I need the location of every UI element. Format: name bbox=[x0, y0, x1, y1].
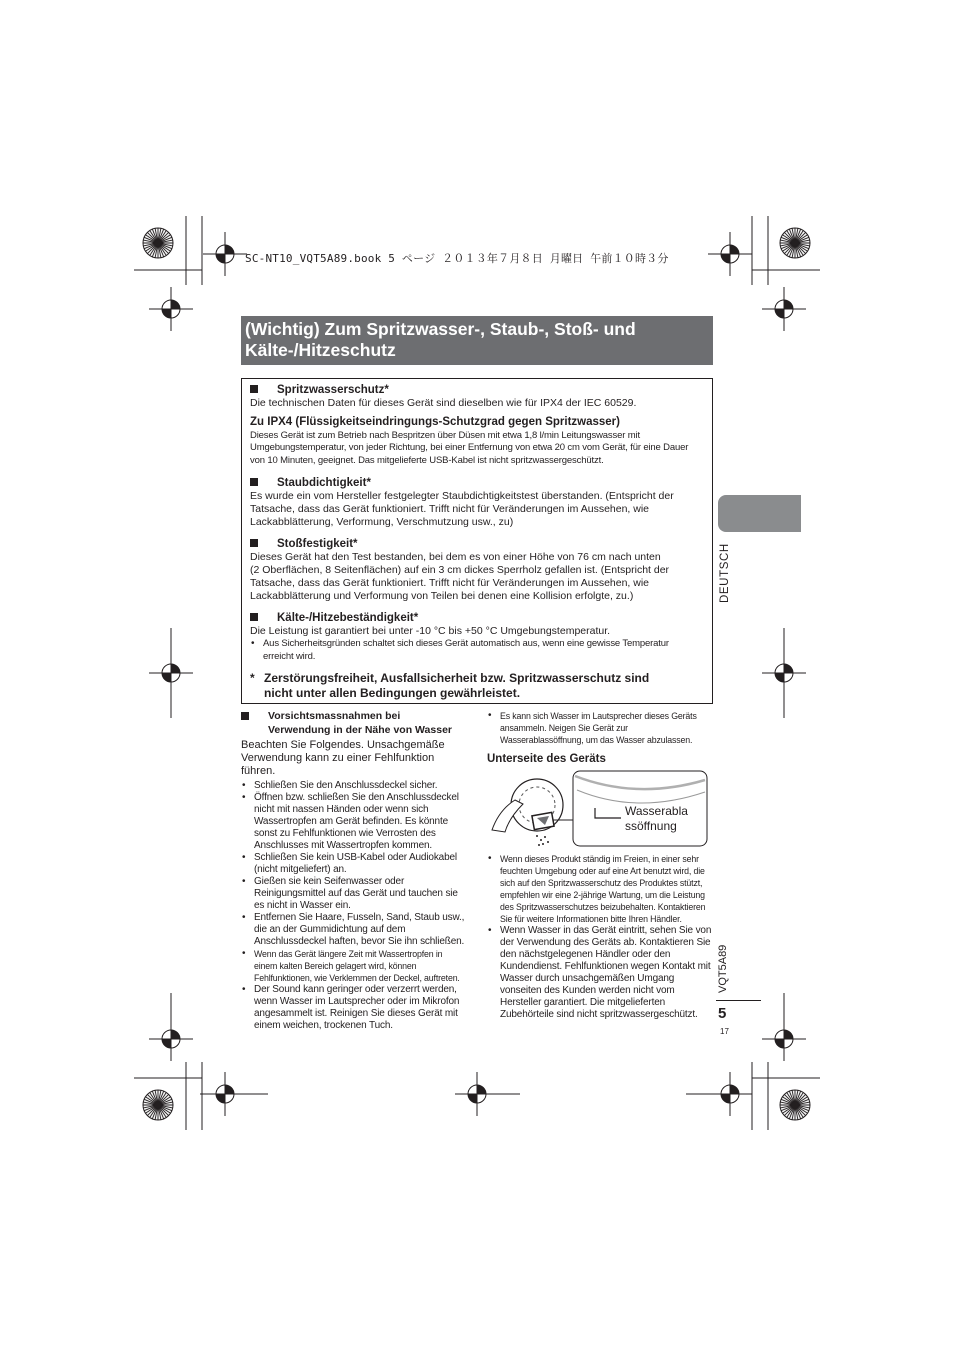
list-item: • Schließen Sie kein USB-Kabel oder Audiokabel (nicht mitgeliefert) an. bbox=[241, 852, 471, 876]
page-number: 5 bbox=[718, 1005, 727, 1022]
disclaimer-note: * Zerstörungsfreiheit, Ausfallsicherheit bzw. Spritzwasserschutz sind nicht unter allen Bedingungen gewährleistet. bbox=[250, 671, 650, 700]
section-splash: Spritzwasserschutz* Die technischen Daten für dieses Gerät sind dieselben wie für IPX4 der IEC 60529. Zu IPX4 (Flüssigkeitseindringungs-Schutzgrad gegen Spritzwasser) Dieses Gerät ist zum Betrieb nach Bespritzen über Düsen mit etwa 1,8 l/min Leitungswasser mit Umgebungstemperatur, von jeder Richtung, bei einer Entfernung von etwa 20 cm vom Gerät, für eine Dauer von 10 Minuten, geeignet. Das mitgelieferte USB-Kabel ist nicht spritzwassergeschützt. bbox=[250, 383, 702, 468]
section-shock: Stoßfestigkeit* Dieses Gerät hat den Test bestanden, bei dem es von einer Höhe von 76 cm nach unten (2 Oberflächen, 8 Seitenflächen) auf ein 3 cm dickes Sperrholz gefallen ist. (Entspricht der Tatsache, dass das Gerät funktioniert. Trifft nicht für Veränderungen im Aussehen, wie Lackabblätterung und Verformung von Teilen bei denen eine Kollision erfolgte, zu.) bbox=[250, 538, 670, 602]
list-item: • Es kann sich Wasser im Lautsprecher dieses Geräts ansammeln. Neigen Sie Gerät zur Wasserablassöffnung, um das Wasser abzulassen. bbox=[487, 710, 713, 746]
section-heading: Staubdichtigkeit* bbox=[277, 477, 371, 489]
list-item: • Öffnen bzw. schließen Sie den Anschlussdeckel nicht mit nassen Händen oder wenn sich Wassertropfen am Gerät befinden. Es könnte sonst zu Fehlfunktionen wie Verrosten des Anschlusses mit Wassertropfen kommen. bbox=[241, 792, 471, 852]
list-item: • Wenn das Gerät längere Zeit mit Wassertropfen in einem kalten Bereich gelagert wird, können Fehlfunktionen, wie Verklemmen der Deckel, auftreten. bbox=[241, 948, 471, 984]
subheading: Zu IPX4 (Flüssigkeitseindringungs-Schutzgrad gegen Spritzwasser) bbox=[250, 416, 620, 428]
list-item: • Entfernen Sie Haare, Fusseln, Sand, Staub usw., die an der Gummidichtung auf dem Anschlussdeckel haften, bevor Sie ihn schließen. bbox=[241, 912, 471, 948]
print-header: SC-NT10_VQT5A89.book 5 ページ ２０１３年７月８日 月曜日 午前１０時３分 bbox=[245, 252, 669, 265]
figure-title: Unterseite des Geräts bbox=[487, 753, 606, 765]
section-dust: Staubdichtigkeit* Es wurde ein vom Hersteller festgelegter Staubdichtigkeitstest überstanden. (Entspricht der Tatsache, dass das Gerät funktioniert. Trifft nicht für Veränderungen im Aussehen, wie Lackabblätterung, Verformung, Verschmutzung usw., zu) bbox=[250, 477, 674, 528]
drain-hole-figure bbox=[487, 770, 709, 850]
square-bullet-icon bbox=[250, 613, 258, 621]
right-column bbox=[487, 710, 713, 767]
protection-specs-box bbox=[241, 378, 713, 704]
square-bullet-icon bbox=[250, 539, 258, 547]
model-code: VQT5A89 bbox=[717, 944, 729, 993]
list-item: • Wenn Wasser in das Gerät eintritt, sehen Sie von der Verwendung des Geräts ab. Kontaktieren Sie den nächstgelegenen Händler oder den Kundendienst. Fehlfunktionen wegen Kontakt mit Wasser durch unsachgemäßen Umgang vonseiten des Kunden werden nicht vom Hersteller garantiert. Die mitgelieferten Zubehörteile sind nicht spritzwassergeschützt. bbox=[487, 925, 713, 1021]
page-title-bar bbox=[241, 316, 713, 365]
page-title: (Wichtig) Zum Spritzwasser-, Staub-, Stoß- und Kälte-/Hitzeschutz bbox=[245, 319, 636, 360]
page-divider bbox=[716, 1000, 761, 1001]
section-heading: Spritzwasserschutz* bbox=[277, 384, 389, 396]
list-item: • Schließen Sie den Anschlussdeckel sicher. bbox=[241, 780, 471, 792]
language-tab bbox=[718, 495, 801, 532]
list-item: • Gießen sie kein Seifenwasser oder Reinigungsmittel auf das Gerät und tauchen sie es nicht in Wasser ein. bbox=[241, 876, 471, 912]
section-temperature: Kälte-/Hitzebeständigkeit* Die Leistung ist garantiert bei unter -10 °C bis +50 °C Umgebungstemperatur. • Aus Sicherheitsgründen schaltet sich dieses Gerät automatisch aus, wenn eine gewisse Temperatur erreicht wird. bbox=[250, 611, 702, 664]
section-heading: Stoßfestigkeit* bbox=[277, 538, 358, 550]
drain-hole-label: Wasserabla ssöffnung bbox=[625, 804, 688, 833]
left-column: Vorsichtsmassnahmen bei Verwendung in der Nähe von Wasser Beachten Sie Folgendes. Unsachgemäße Verwendung kann zu einer Fehlfunktion führen. • Schließen Sie den Anschlussdeckel sicher. • Öffnen bzw. schließen Sie den Anschlussdeckel nicht mit nassen Händen oder wenn sich Wassertropfen am Gerät befinden. Es könnte sonst zu Fehlfunktionen wie Verrosten des Anschlusses mit Wassertropfen kommen. • Schließen Sie kein USB-Kabel oder Audiokabel (nicht mitgeliefert) an. • Gießen sie kein Seifenwasser oder Reinigungsmittel auf das Gerät und tauchen sie es nicht in Wasser ein. • Entfernen Sie Haare, Fusseln, Sand, Staub usw., die an der Gummidichtung auf dem Anschlussdeckel haften, bevor Sie ihn schließen. • Wenn das Gerät längere Zeit mit Wassertropfen in einem kalten Bereich gelagert wird, können Fehlfunktionen, wie Verklemmen der Deckel, auftreten. • Der Sound kann geringer oder verzerrt werden, wenn Wasser im Lautsprecher oder im Mikrofon angesammelt ist. Reinigen Sie dieses Gerät mit einem weichen, trockenen Tuch. bbox=[241, 710, 471, 1032]
square-bullet-icon bbox=[250, 385, 258, 393]
right-column-lower bbox=[487, 853, 713, 1021]
square-bullet-icon bbox=[241, 712, 249, 720]
list-item: • Der Sound kann geringer oder verzerrt werden, wenn Wasser im Lautsprecher oder im Mikrofon angesammelt ist. Reinigen Sie dieses Gerät mit einem weichen, trockenen Tuch. bbox=[241, 984, 471, 1032]
list-item: • Wenn dieses Produkt ständig im Freien, in einer sehr feuchten Umgebung oder auf eine Art benutzt wird, die sich auf den Spritzwasserschutz des Produktes stützt, empfehlen wir eine 2-jährige Wartung, um die Leistung des Spritzwasserschutzes beizubehalten. Kontaktieren Sie für weitere Informationen bitte Ihren Händler. bbox=[487, 853, 713, 925]
list-item: • Aus Sicherheitsgründen schaltet sich dieses Gerät automatisch aus, wenn eine gewisse Temperatur erreicht wird. bbox=[250, 638, 702, 664]
square-bullet-icon bbox=[250, 478, 258, 486]
water-precautions-heading: Vorsichtsmassnahmen bei Verwendung in der Nähe von Wasser bbox=[241, 710, 471, 737]
language-label: DEUTSCH bbox=[719, 543, 731, 603]
sheet-number: 17 bbox=[720, 1027, 729, 1036]
section-heading: Kälte-/Hitzebeständigkeit* bbox=[277, 612, 419, 624]
